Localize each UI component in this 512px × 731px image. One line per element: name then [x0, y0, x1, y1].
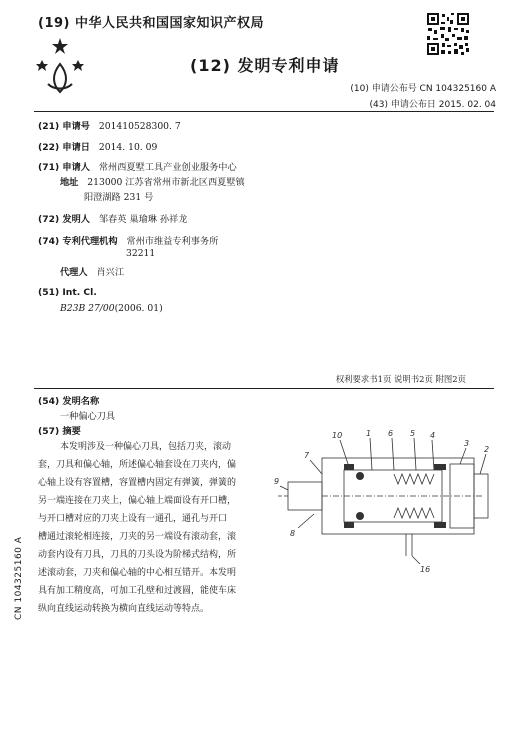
- ipc-year: (2006. 01): [114, 303, 163, 314]
- abstract-line: 与开口槽对应的刀夹上设有一通孔，通孔与开口: [38, 514, 228, 524]
- inventors-label: (72) 发明人: [38, 214, 90, 225]
- abstract-line: 述滚动套，刀夹和偏心轴的中心相互错开。本发明: [38, 568, 237, 578]
- invention-title-value: 一种偏心刀具: [60, 411, 116, 422]
- patent-agency: [38, 233, 218, 247]
- figure-label: 3: [464, 439, 470, 448]
- figure-label: 2: [484, 445, 490, 454]
- address-line-2: [84, 189, 153, 203]
- publication-date: (43) 申请公布日 2015. 02. 04: [369, 100, 496, 110]
- figure-label: 16: [420, 565, 431, 574]
- agent-label: 代理人: [60, 267, 88, 278]
- invention-title-heading: [38, 393, 99, 407]
- publication-number: (10) 申请公布号 CN 104325160 A: [350, 84, 496, 94]
- abstract-heading: [38, 423, 81, 437]
- abstract-line: 套，刀具和偏心轴，所述偏心轴套设在刀夹内，偏: [38, 460, 237, 470]
- page-counts: 权利要求书1页 说明书2页 附图2页: [335, 374, 466, 384]
- figure-label: 9: [274, 477, 280, 486]
- application-date-label: (22) 申请日: [38, 142, 90, 153]
- figure-label: 6: [388, 429, 394, 438]
- figure-label: 5: [410, 429, 416, 438]
- abstract-line: 动套内设有刀具，刀具的刀头设为阶梯式结构，所: [38, 550, 237, 560]
- patent-agency-label: (74) 专利代理机构: [38, 236, 118, 247]
- application-number: [38, 118, 181, 132]
- office-name: (19) 中华人民共和国国家知识产权局: [38, 16, 264, 31]
- document-type-title: (12) 发明专利申请: [190, 56, 340, 75]
- header-divider: [34, 111, 494, 112]
- ipc-code: [60, 303, 163, 314]
- abstract-line: 本发明涉及一种偏心刀具，包括刀夹，滚动: [60, 442, 232, 452]
- cnipa-emblem-icon: [30, 34, 90, 96]
- address: [60, 174, 245, 188]
- agency-code-value: 32211: [126, 248, 156, 259]
- address-label: 地址: [60, 177, 79, 188]
- qr-code: [426, 12, 470, 56]
- application-date-value: 2014. 10. 09: [98, 142, 158, 153]
- patent-agency-value: 常州市维益专利事务所: [126, 236, 219, 247]
- abstract-line: 具有加工精度高，可加工孔壁和过渡圆，能使车床: [38, 586, 237, 596]
- figure-label: 10: [332, 431, 343, 440]
- applicant-value: 常州西夏墅工具产业创业服务中心: [98, 162, 237, 173]
- agent: [60, 264, 124, 278]
- abstract-line: 槽通过滚轮相连接，刀夹的另一端设有滚动套，滚: [38, 532, 237, 542]
- address-line-2-value: 阳澄湖路 231 号: [84, 192, 154, 203]
- figure-label: 8: [290, 529, 296, 538]
- application-number-value: 201410528300. 7: [98, 121, 181, 132]
- figure-label: 4: [430, 431, 436, 440]
- section-divider: [34, 388, 494, 389]
- invention-title: [60, 408, 115, 422]
- abstract-line: 另一端连接在刀夹上，偏心轴上端面设有开口槽，: [38, 496, 237, 506]
- invention-title-label: (54) 发明名称: [38, 396, 100, 407]
- abstract-line: 纵向直线运动转换为横向直线运动等特点。: [38, 604, 210, 614]
- figure-label: 1: [366, 429, 372, 438]
- address-line-1: 213000 江苏省常州市新北区西夏墅镇: [87, 177, 245, 188]
- ipc-classification: [38, 287, 97, 298]
- abstract-label: (57) 摘要: [38, 426, 81, 437]
- inventors: [38, 211, 187, 225]
- application-date: [38, 139, 157, 153]
- ipc-code-value: B23B 27/00: [60, 303, 115, 314]
- ipc-label: (51) Int. Cl.: [38, 287, 97, 298]
- applicant-label: (71) 申请人: [38, 162, 90, 173]
- application-number-label: (21) 申请号: [38, 121, 90, 132]
- figure-label: 7: [304, 451, 310, 460]
- side-publication-number: CN 104325160 A: [14, 536, 24, 620]
- applicant: [38, 159, 237, 173]
- inventors-value: 邹春英 巢瑜琳 孙祥龙: [98, 214, 188, 225]
- abstract-figure: [274, 424, 496, 574]
- agent-value: 肖兴江: [96, 267, 125, 278]
- agency-code: [126, 248, 155, 259]
- abstract-line: 心轴上设有容置槽，容置槽内固定有弹簧，弹簧的: [38, 478, 237, 488]
